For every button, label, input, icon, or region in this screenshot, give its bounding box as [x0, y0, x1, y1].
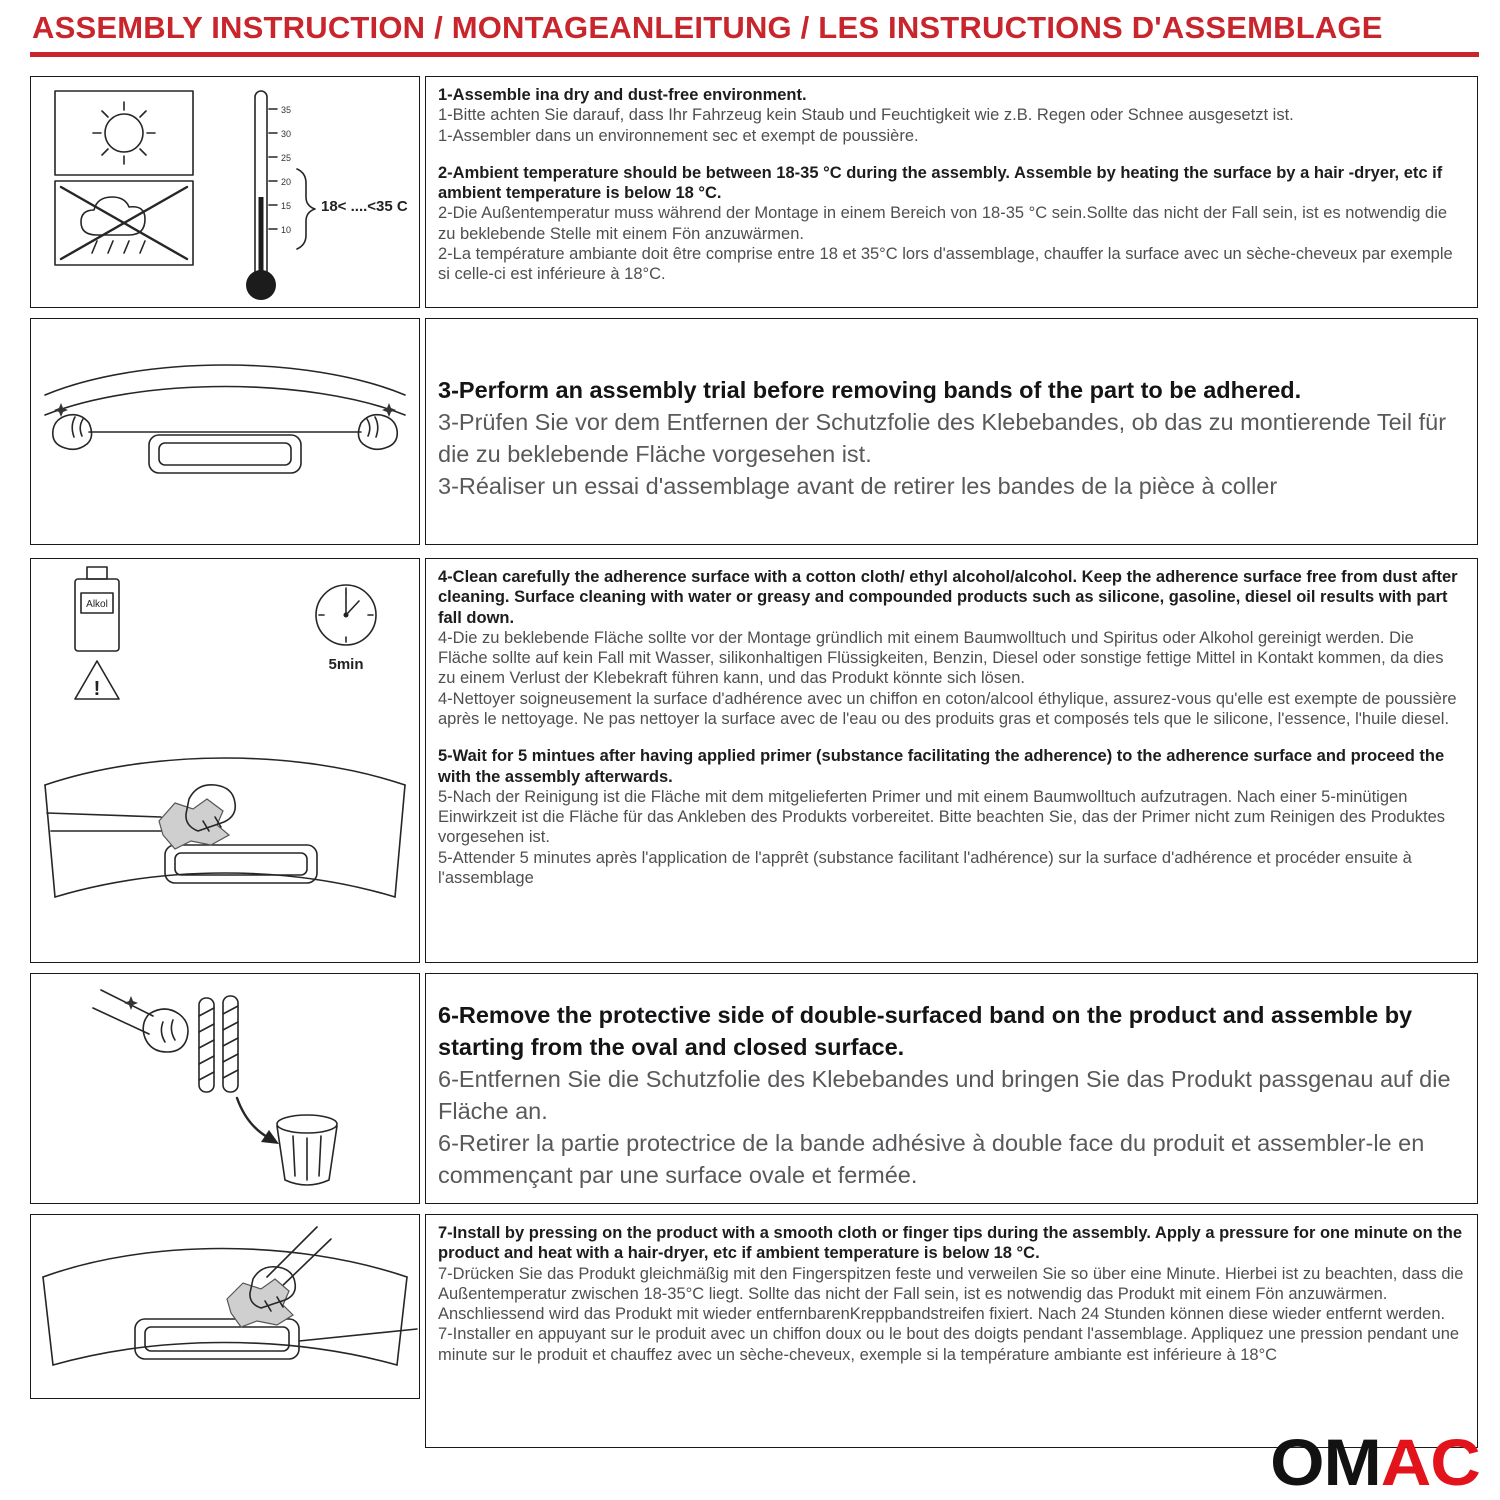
right-hand-icon — [358, 403, 397, 449]
row3-illustration-box — [30, 558, 420, 963]
row5-text-box — [425, 1214, 1478, 1448]
title-underline — [30, 52, 1479, 57]
left-hand-icon — [53, 403, 92, 449]
sparkle-icon — [382, 403, 396, 417]
step3-text-fr: 3-Réaliser un essai d'assemblage avant de retirer les bandes de la pièce à coller — [438, 472, 1278, 499]
step5-text-fr: 5-Attender 5 minutes après l'application de l'apprêt (substance facilitant l'adhérence) sur la surface d'adhérence et procéder ensuite à l'assemblage — [438, 848, 1412, 887]
step4-text-de: 4-Die zu beklebende Fläche sollte vor der Montage gründlich mit einem Baumwolltuch und Spiritus oder Alkohol gereinigt werden. Die Fläche sollte auf kein Fall mit Wasser, silikonhaltigen Flüssigkeiten, Benzin, Diesel oder sonstige fettige Mittel in Kontakt kommen, da dies zu einem Verlust der Klebekraft führen kann, und das Produkt könnte sich lösen. — [438, 628, 1444, 688]
row5-illustration-box — [30, 1214, 420, 1399]
assembly-trial-illustration — [31, 319, 419, 544]
environment-temperature-illustration — [31, 77, 419, 307]
press-install-illustration — [31, 1215, 419, 1398]
row2-illustration-box — [30, 318, 420, 545]
step1-text-de: 1-Bitte achten Sie darauf, dass Ihr Fahrzeug kein Staub und Feuchtigkeit wie z.B. Regen oder Schnee ausgesetzt ist. — [438, 106, 1294, 125]
step2-text-en: 2-Ambient temperature should be between 18-35 °C during the assembly. Assemble by heating the surface by a hair -dryer, etc if ambient temperature is below 18 °C. — [438, 163, 1443, 203]
thermometer-icon — [246, 91, 408, 300]
omac-logo-red: AC — [1381, 1425, 1480, 1499]
step2-text-fr: 2-La température ambiante doit être comprise entre 18 et 35°C lors d'assemblage, chauffer la surface avec un sèche-cheveux par exemple si celle-ci est inférieure à 18°C. — [438, 244, 1453, 284]
alcohol-bottle-icon — [75, 567, 119, 651]
step6-text-fr: 6-Retirer la partie protectrice de la bande adhésive à double face du produit et assembler-le en commençant par une surface ovale et fermée. — [438, 1129, 1425, 1188]
step7-text-en: 7-Install by pressing on the product with a smooth cloth or finger tips during the assembly. Apply a pressure for one minute on the product and heat with a hair-dryer, etc if ambient temperature is below 18 °C. — [438, 1224, 1463, 1263]
hand-icon — [93, 990, 188, 1052]
step4-text-en: 4-Clean carefully the adherence surface with a cotton cloth/ ethyl alcohol/alcohol. Keep the adherence surface free from dust after cleaning. Surface cleaning with water or greasy and compounded products such as silicone, gasoline, diesel oil results with part fall down. — [438, 568, 1458, 627]
thermo-tick-label: 30 — [281, 129, 292, 139]
step3-text-de: 3-Prüfen Sie vor dem Entfernen der Schutzfolie des Klebebandes, ob das zu montierende Teil für die zu beklebende Fläche vorgesehen ist. — [438, 408, 1447, 467]
omac-logo-black: OM — [1270, 1425, 1382, 1499]
warning-triangle-icon — [75, 661, 119, 700]
adhesive-strips-icon — [199, 996, 238, 1092]
sparkle-icon — [54, 403, 68, 417]
step7-text-de: 7-Drücken Sie das Produkt gleichmäßig mit den Fingerspitzen feste und verweilen Sie so über eine Minute. Hierbei ist zu beachten, dass die Außentemperatur zwischen 18-35°C liegt. Sollte das nicht der Fall sein, ist es notwendig das Produkt mit einem Fön anzuwärmen. Anschliessend wird das Produkt mit wieder entfernbarenKreppbandstreifen fixiert. Nach 24 Stunden können diese wieder entfernt werden. — [438, 1264, 1464, 1324]
warning-mark: ! — [93, 678, 101, 700]
step2-text-de: 2-Die Außentemperatur muss während der Montage in einem Bereich von 18-35 °C sein.Sollte das nicht der Fall sein, ist es notwendig die zu beklebende Stelle mit einem Fön anzuwärmen. — [438, 204, 1448, 243]
thermo-tick-label: 10 — [281, 225, 292, 235]
clock-icon — [316, 585, 376, 673]
step1-text-fr: 1-Assembler dans un environnement sec et exempt de poussière. — [438, 126, 919, 145]
thermo-tick-label: 25 — [281, 153, 292, 163]
row4-illustration-box — [30, 973, 420, 1204]
thermo-tick-label: 20 — [281, 177, 292, 187]
arrow-to-trash-icon — [237, 1098, 279, 1144]
step4-text-fr: 4-Nettoyer soigneusement la surface d'adhérence avec un chiffon en coton/alcool éthylique, assurez-vous qu'elle est exempte de poussière après le nettoyage. Ne pas nettoyer la surface avec de l'eau ou des produits gras et composés tels que le silicone, l'essence, l'huile diesel. — [438, 689, 1457, 728]
omac-logo — [1270, 1424, 1480, 1500]
step6-text-en: 6-Remove the protective side of double-surfaced band on the product and assemble by starting from the oval and closed surface. — [438, 1002, 1413, 1060]
surface-wipe-illustration — [45, 758, 405, 897]
cleaning-illustration — [31, 559, 419, 962]
step7-text-fr: 7-Installer en appuyant sur le produit avec un chiffon doux ou le bout des doigts pendant l'assemblage. Appliquez une pression pendant une minute sur le produit et chauffez avec un sèche-cheveux, exemple si la température ambiante est inférieure à 18°C — [438, 1325, 1460, 1364]
thermo-tick-label: 15 — [281, 201, 292, 211]
step5-text-de: 5-Nach der Reinigung ist die Fläche mit dem mitgelieferten Primer und mit einem Baumwolltuch aufzutragen. Nach einer 5-minütigen Einwirkzeit ist die Fläche für das Ankleben des Produkts vorbereitet. Bitte beachten Sie, das der Primer nicht zum Reinigen des Produktes vorgesehen ist. — [438, 787, 1446, 847]
sun-icon — [55, 91, 193, 175]
row4-text-box — [425, 973, 1478, 1204]
trash-can-icon — [277, 1115, 337, 1185]
step3-text-en: 3-Perform an assembly trial before removing bands of the part to be adhered. — [438, 377, 1302, 403]
row2-text-box — [425, 318, 1478, 545]
step6-text-de: 6-Entfernen Sie die Schutzfolie des Klebebandes und bringen Sie das Produkt passgenau auf die Fläche an. — [438, 1065, 1451, 1124]
step5-text-en: 5-Wait for 5 mintues after having applied primer (substance facilitating the adherence) to the adherence surface and proceed the with the assembly afterwards. — [438, 747, 1445, 786]
bottle-label: Alkol — [86, 599, 108, 610]
step1-text-en: 1-Assemble ina dry and dust-free environment. — [438, 86, 807, 104]
page-title: ASSEMBLY INSTRUCTION / MONTAGEANLEITUNG / LES INSTRUCTIONS D'ASSEMBLAGE — [32, 10, 1383, 45]
no-rain-icon — [55, 181, 193, 265]
thermo-tick-label: 35 — [281, 105, 292, 115]
clock-label: 5min — [328, 656, 364, 673]
row1-text-box — [425, 76, 1478, 308]
cloth-icon — [227, 1279, 293, 1327]
temperature-range-label: 18< ....<35 C — [321, 198, 408, 215]
row3-text-box — [425, 558, 1478, 963]
row1-illustration-box — [30, 76, 420, 308]
remove-band-illustration — [31, 974, 419, 1202]
